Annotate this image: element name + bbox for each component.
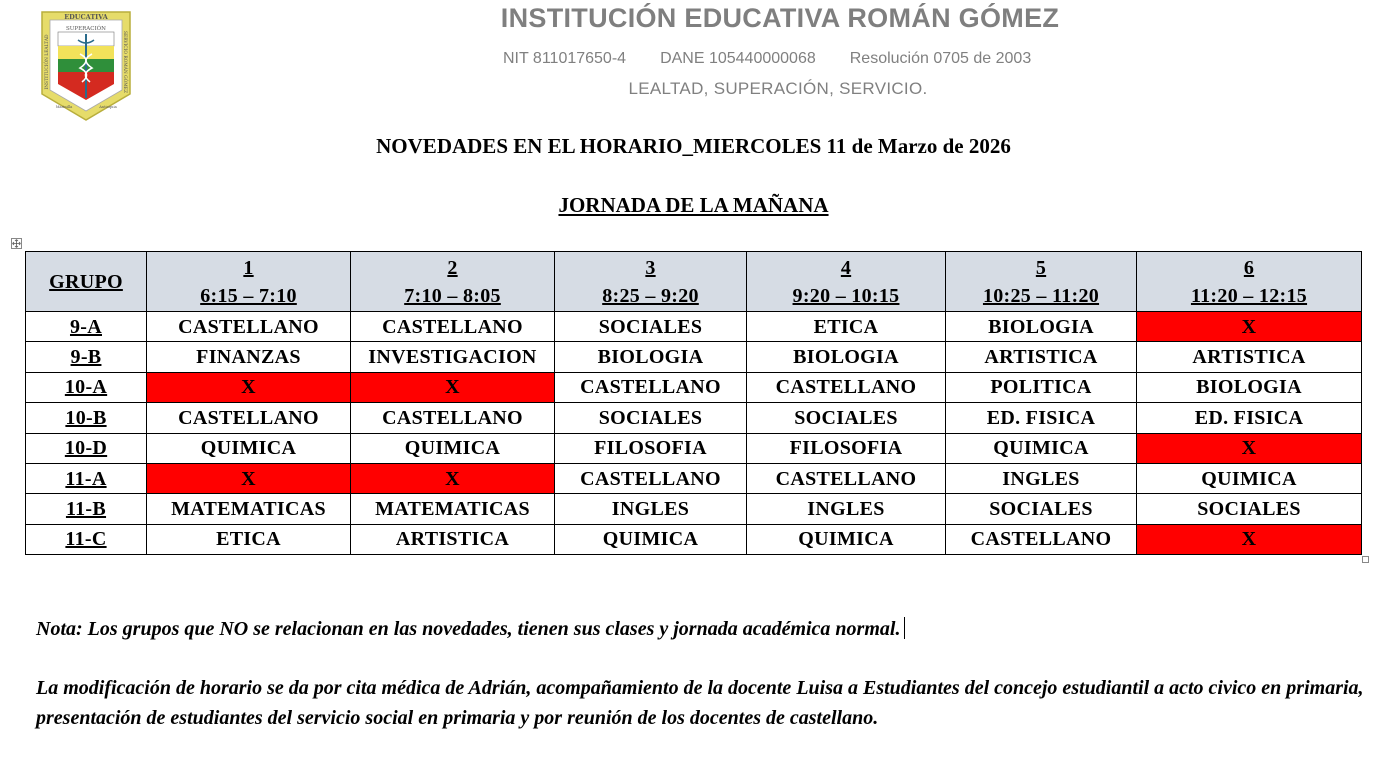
shift-title: JORNADA DE LA MAÑANA — [558, 193, 829, 217]
group-cell: 11-A — [26, 463, 147, 493]
cancelled-class-cell: X — [351, 463, 555, 493]
school-motto: LEALTAD, SUPERACIÓN, SERVICIO. — [628, 79, 928, 98]
subject-cell: BIOLOGIA — [1137, 372, 1362, 402]
subject-cell: SOCIALES — [946, 494, 1137, 524]
subject-cell: SOCIALES — [747, 403, 946, 433]
subject-cell: ARTISTICA — [1137, 342, 1362, 372]
subject-cell: CASTELLANO — [747, 372, 946, 402]
subject-cell: CASTELLANO — [351, 403, 555, 433]
subject-cell: QUIMICA — [747, 524, 946, 554]
table-row — [26, 463, 1362, 493]
header-period: 5 10:25 – 11:20 — [946, 252, 1137, 312]
header-period: 3 8:25 – 9:20 — [555, 252, 747, 312]
subject-cell: INVESTIGACION — [351, 342, 555, 372]
table-row — [26, 433, 1362, 463]
subject-cell: CASTELLANO — [147, 312, 351, 342]
school-nit: NIT 811017650-4 — [503, 50, 627, 67]
subject-cell: FILOSOFIA — [747, 433, 946, 463]
subject-cell: BIOLOGIA — [946, 312, 1137, 342]
notice-title: NOVEDADES EN EL HORARIO_MIERCOLES 11 de Marzo de 2026 — [376, 134, 1011, 158]
schedule-table — [25, 251, 1362, 555]
group-cell: 9-B — [26, 342, 147, 372]
table-row — [26, 342, 1362, 372]
cancelled-class-cell: X — [1137, 433, 1362, 463]
logo-text-bottom-right: Antioquia — [99, 105, 117, 109]
school-resolution: Resolución 0705 de 2003 — [849, 50, 1032, 67]
subject-cell: ETICA — [747, 312, 946, 342]
logo-text-bottom-left: Marinilla — [55, 105, 73, 109]
group-cell: 11-C — [26, 524, 147, 554]
group-cell: 11-B — [26, 494, 147, 524]
subject-cell: INGLES — [747, 494, 946, 524]
school-identifiers — [503, 50, 1031, 68]
header-period: 1 6:15 – 7:10 — [147, 252, 351, 312]
table-row — [26, 403, 1362, 433]
subject-cell: POLITICA — [946, 372, 1137, 402]
subject-cell: QUIMICA — [147, 433, 351, 463]
subject-cell: SOCIALES — [1137, 494, 1362, 524]
subject-cell: ED. FISICA — [1137, 403, 1362, 433]
header-period: 6 11:20 – 12:15 — [1137, 252, 1362, 312]
table-resize-handle[interactable] — [1362, 556, 1369, 563]
subject-cell: CASTELLANO — [555, 372, 747, 402]
table-row — [26, 372, 1362, 402]
subject-cell: SOCIALES — [555, 403, 747, 433]
cancelled-class-cell: X — [147, 463, 351, 493]
subject-cell: ARTISTICA — [946, 342, 1137, 372]
text-cursor — [904, 617, 905, 639]
subject-cell: QUIMICA — [946, 433, 1137, 463]
subject-cell: QUIMICA — [1137, 463, 1362, 493]
note-modification-reason: La modificación de horario se da por cita médica de Adrián, acompañamiento de la docente Luisa a Estudiantes del concejo estudiantil a acto civico en primaria, presentación de estudiantes del servicio social en primaria y por reunión de los docentes de castellano. — [36, 677, 1364, 729]
subject-cell: FILOSOFIA — [555, 433, 747, 463]
group-cell: 9-A — [26, 312, 147, 342]
subject-cell: FINANZAS — [147, 342, 351, 372]
subject-cell: CASTELLANO — [555, 463, 747, 493]
table-header-row — [26, 252, 1362, 312]
subject-cell: BIOLOGIA — [555, 342, 747, 372]
header-period: 4 9:20 – 10:15 — [747, 252, 946, 312]
school-dane: DANE 105440000068 — [660, 50, 816, 67]
header-group: GRUPO — [26, 252, 147, 312]
table-row — [26, 524, 1362, 554]
cancelled-class-cell: X — [351, 372, 555, 402]
cancelled-class-cell: X — [1137, 524, 1362, 554]
logo-text-right: SERVICIO ROMÁN GÓMEZ — [122, 30, 127, 94]
subject-cell: INGLES — [946, 463, 1137, 493]
table-row — [26, 494, 1362, 524]
subject-cell: ED. FISICA — [946, 403, 1137, 433]
cancelled-class-cell: X — [147, 372, 351, 402]
subject-cell: CASTELLANO — [147, 403, 351, 433]
table-row — [26, 312, 1362, 342]
logo-text-top: EDUCATIVA — [64, 13, 108, 21]
subject-cell: MATEMATICAS — [351, 494, 555, 524]
school-name: INSTITUCIÓN EDUCATIVA ROMÁN GÓMEZ — [500, 3, 1060, 33]
header-period: 2 7:10 – 8:05 — [351, 252, 555, 312]
table-move-handle-icon[interactable] — [11, 238, 22, 249]
subject-cell: QUIMICA — [555, 524, 747, 554]
subject-cell: MATEMATICAS — [147, 494, 351, 524]
subject-cell: QUIMICA — [351, 433, 555, 463]
subject-cell: CASTELLANO — [747, 463, 946, 493]
subject-cell: CASTELLANO — [351, 312, 555, 342]
group-cell: 10-D — [26, 433, 147, 463]
group-cell: 10-A — [26, 372, 147, 402]
logo-text-left: INSTITUCIÓN LEALTAD — [45, 34, 50, 90]
subject-cell: ETICA — [147, 524, 351, 554]
group-cell: 10-B — [26, 403, 147, 433]
subject-cell: INGLES — [555, 494, 747, 524]
cancelled-class-cell: X — [1137, 312, 1362, 342]
note-normal-schedule: Nota: Los grupos que NO se relacionan en las novedades, tienen sus clases y jornada académica normal. — [36, 614, 1376, 644]
subject-cell: SOCIALES — [555, 312, 747, 342]
subject-cell: ARTISTICA — [351, 524, 555, 554]
logo-text-band: SUPERACIÓN — [66, 26, 106, 32]
subject-cell: BIOLOGIA — [747, 342, 946, 372]
subject-cell: CASTELLANO — [946, 524, 1137, 554]
